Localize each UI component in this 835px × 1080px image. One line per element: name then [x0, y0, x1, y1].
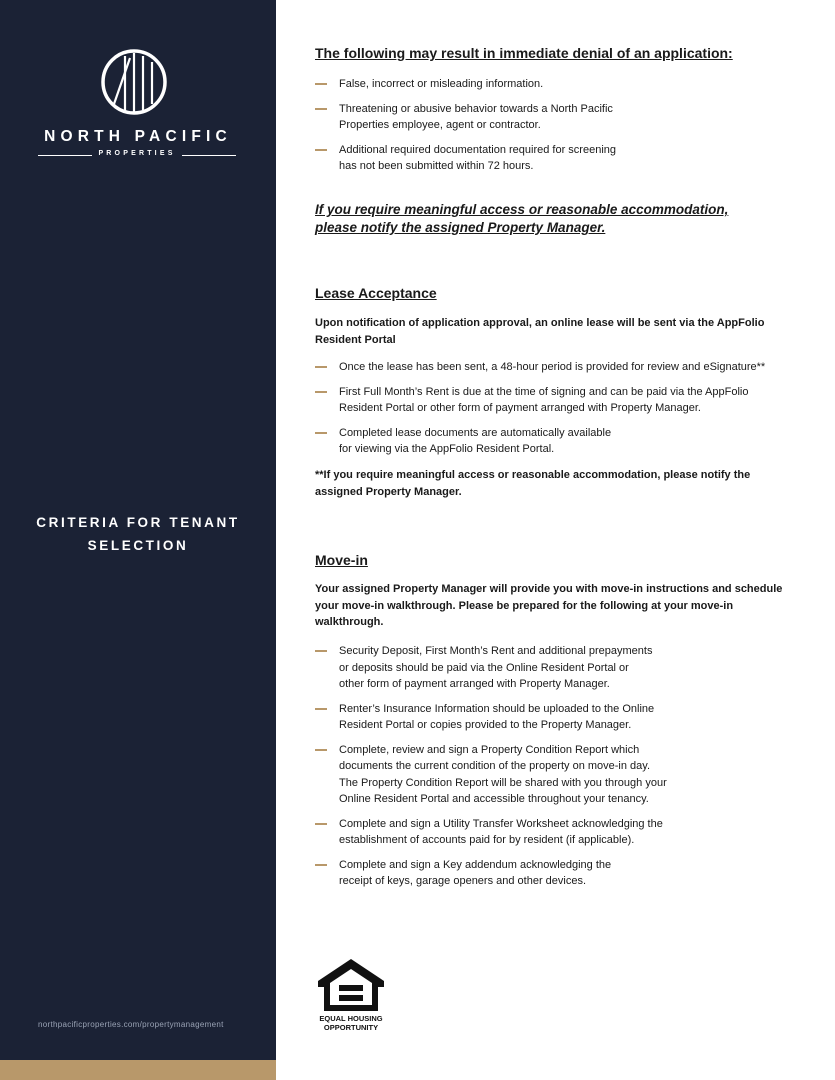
list-item: Complete and sign a Key addendum acknowledging the receipt of keys, garage openers and other devices.	[315, 857, 815, 890]
dash-icon	[315, 432, 327, 434]
website-url: northpacificproperties.com/propertymanagement	[38, 1020, 224, 1029]
accommodation-note: If you require meaningful access or reasonable accommodation, please notify the assigned Property Manager.	[315, 202, 729, 235]
document-title-line-1: CRITERIA FOR TENANT	[36, 515, 240, 530]
dash-icon	[315, 823, 327, 825]
brand-sub-row	[38, 150, 236, 162]
brand-sub: PROPERTIES	[98, 150, 176, 157]
lease-footnote: **If you require meaningful access or reasonable accommodation, please notify the assigned Property Manager.	[315, 469, 751, 498]
north-pacific-logo-icon	[100, 48, 168, 116]
equal-housing-text: EQUAL HOUSING OPPORTUNITY	[319, 1014, 383, 1032]
list-item: Renter’s Insurance Information should be uploaded to the Online Resident Portal or copies provided to the Property Manager.	[315, 701, 815, 734]
list-item: Once the lease has been sent, a 48-hour period is provided for review and eSignature**	[315, 359, 815, 376]
equal-housing-logo	[314, 957, 388, 1035]
list-item: False, incorrect or misleading information.	[315, 76, 815, 93]
dash-icon	[315, 749, 327, 751]
lease-intro: Upon notification of application approval, an online lease will be sent via the AppFolio Resident Portal	[315, 317, 765, 346]
list-item: Complete, review and sign a Property Condition Report which documents the current condition of the property on move-in day. The Property Condition Report will be shared with you through your Online Resident Portal and accessible throughout your tenancy.	[315, 742, 815, 808]
movein-list	[315, 643, 815, 890]
document-title-line-2: SELECTION	[87, 538, 189, 553]
divider	[182, 155, 236, 156]
lease-heading: Lease Acceptance	[315, 285, 437, 301]
list-item: First Full Month’s Rent is due at the time of signing and can be paid via the AppFolio Resident Portal or other form of payment arranged with Property Manager.	[315, 384, 815, 417]
list-item: Threatening or abusive behavior towards a North Pacific Properties employee, agent or contractor.	[315, 101, 815, 134]
equal-housing-icon	[314, 957, 388, 1013]
movein-intro: Your assigned Property Manager will provide you with move-in instructions and schedule your move-in walkthrough. Please be prepared for the following at your move-in walkthrough.	[315, 583, 783, 628]
dash-icon	[315, 149, 327, 151]
dash-icon	[315, 366, 327, 368]
brand-name: NORTH PACIFIC	[44, 128, 232, 145]
list-item: Completed lease documents are automatically available for viewing via the AppFolio Resident Portal.	[315, 425, 815, 458]
document-title	[0, 511, 276, 557]
sidebar	[0, 0, 276, 1080]
list-item: Security Deposit, First Month’s Rent and additional prepayments or deposits should be paid via the Online Resident Portal or other form of payment arranged with Property Manager.	[315, 643, 815, 693]
dash-icon	[315, 83, 327, 85]
dash-icon	[315, 650, 327, 652]
dash-icon	[315, 708, 327, 710]
gold-accent-bar	[0, 1060, 276, 1080]
dash-icon	[315, 391, 327, 393]
movein-heading: Move-in	[315, 552, 368, 568]
list-item: Complete and sign a Utility Transfer Worksheet acknowledging the establishment of accounts paid for by resident (if applicable).	[315, 816, 815, 849]
list-item: Additional required documentation required for screening has not been submitted within 72 hours.	[315, 142, 815, 175]
denial-heading: The following may result in immediate denial of an application:	[315, 45, 733, 61]
denial-list	[315, 76, 815, 175]
lease-list	[315, 359, 815, 458]
dash-icon	[315, 864, 327, 866]
dash-icon	[315, 108, 327, 110]
